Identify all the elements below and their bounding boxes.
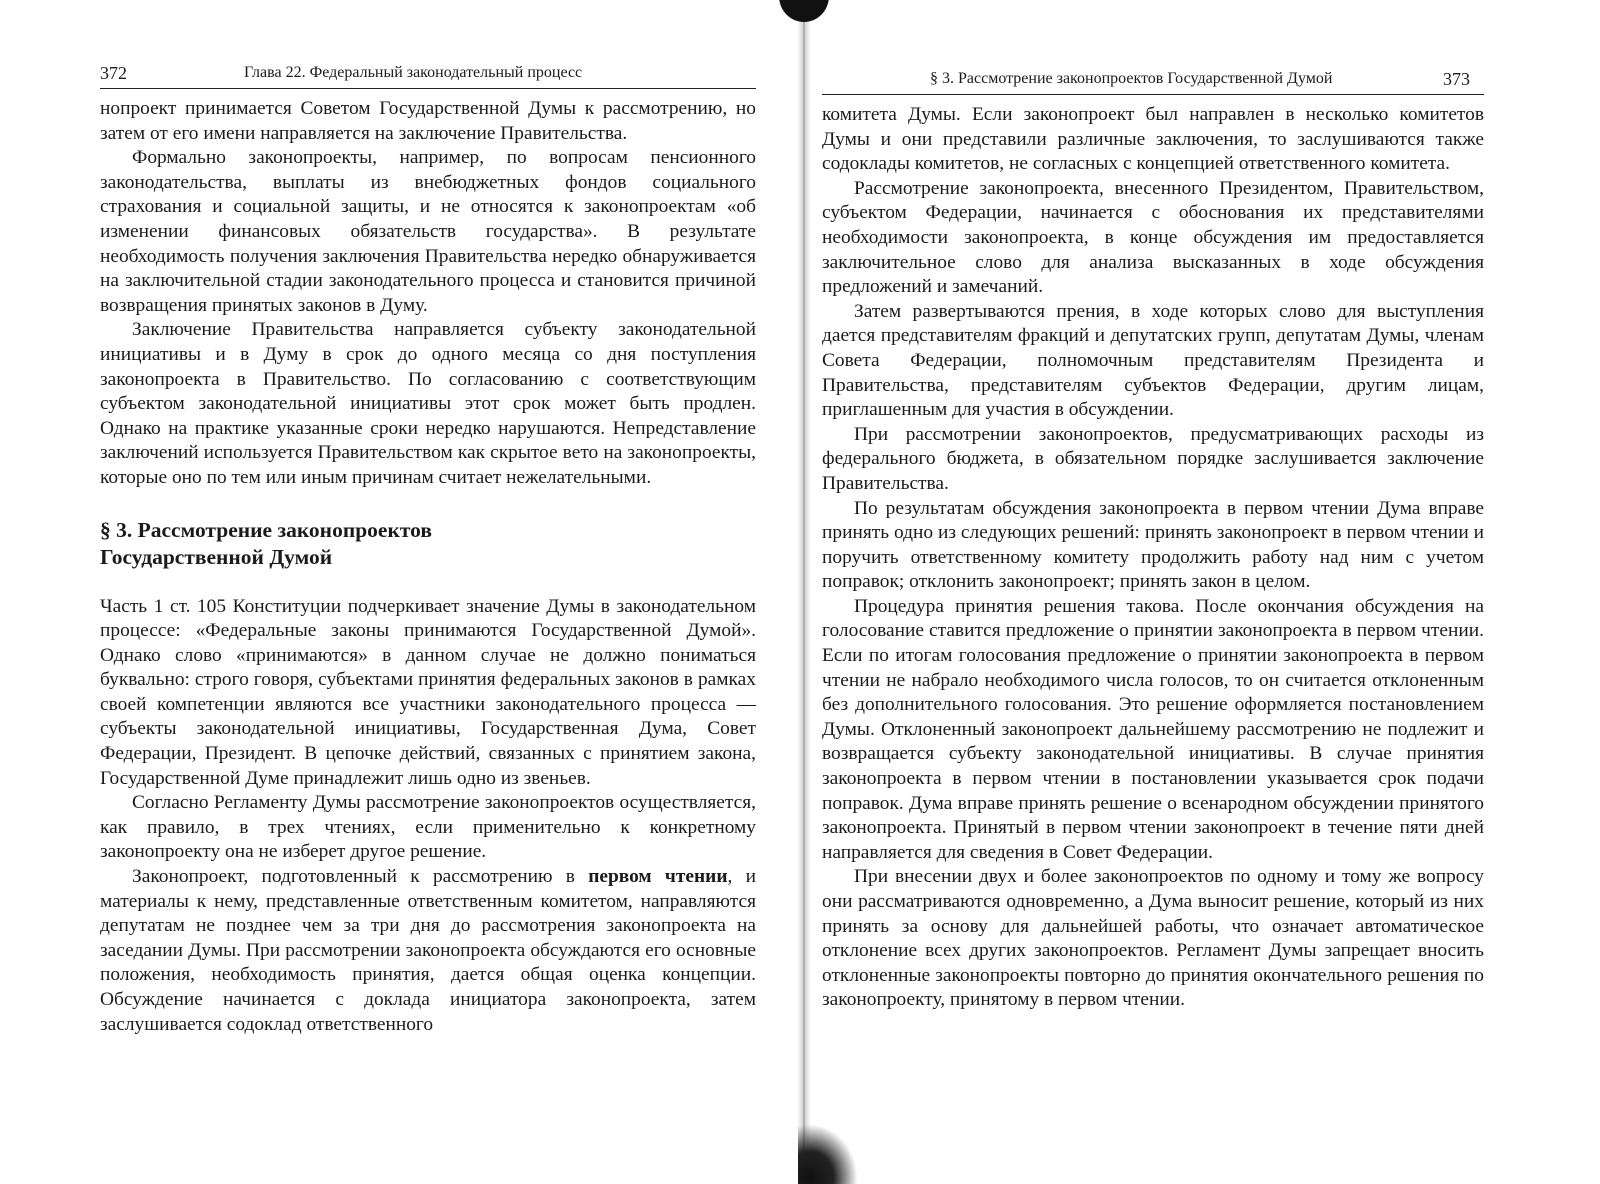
right-running-head — [822, 64, 1484, 95]
scan-shadow-bottom — [798, 1124, 858, 1184]
paragraph: нопроект принимается Советом Государственной Думы к рассмотрению, но затем от его имени направляется на заключение Правительства. — [100, 98, 756, 144]
paragraph: Затем развертываются прения, в ходе которых слово для выступления дается представителям фракций и депутатских групп, депутатам Думы, членам Совета Федерации, полномочным представителям Президента и Правительства, представителям субъектов Федерации, другим лицам, приглашенным для участия в обсуждении. — [822, 300, 1484, 421]
paragraph: Процедура принятия решения такова. После окончания обсуждения на голосование ставится предложение о принятии законопроекта в первом чтении. Если по итогам голосования предложение о принятии законопроекта в первом чтении не набрало необходимого числа голосов, то он считается отклоненным без дополнительного голосования. Это решение оформляется постановлением Думы. Отклоненный законопроект дальнейшему рассмотрению не подлежит и возвращается субъекту законодательной инициативы. В случае принятия законопроекта в первом чтении в постановлении указывается срок подачи поправок. Дума вправе принять решение о всенародном обсуждении принятого законопроекта. Принятый в первом чтении законопроект в течение пяти дней направляется для сведения в Совет Федерации. — [822, 595, 1484, 863]
right-page — [822, 64, 1484, 1013]
book-spine — [797, 0, 811, 1178]
paragraph-first-reading — [100, 865, 756, 1037]
left-running-title: Глава 22. Федеральный законодательный процесс — [244, 64, 583, 81]
paragraph: Заключение Правительства направляется субъекту законодательной инициативы и в Думу в срок до одного месяца со дня поступления законопроекта в Правительство. По согласованию с соответствующим субъектом законодательной инициативы этот срок может быть продлен. Однако на практике указанные сроки нередко нарушаются. Непредставление заключений используется Правительством как скрытое вето на законопроекты, которые оно по тем или иным причинам считает нежелательными. — [100, 319, 756, 488]
section-heading — [100, 517, 756, 571]
left-running-head — [100, 58, 756, 89]
paragraph: Часть 1 ст. 105 Конституции подчеркивает значение Думы в законодательном процессе: «Федеральные законы принимаются Государственной Думой». Однако слово «принимаются» в данном случае не должно пониматься буквально: строго говоря, субъектами принятия федеральных законов в рамках своей компетенции являются все участники законодательного процесса — субъекты законодательной инициативы, Государственная Дума, Совет Федерации, Президент. В цепочке действий, связанных с принятием закона, Государственной Думе принадлежит лишь одно из звеньев. — [100, 595, 756, 789]
right-page-number: 373 — [1443, 69, 1470, 89]
paragraph: При внесении двух и более законопроектов по одному и тому же вопросу они рассматриваются одновременно, а Дума выносит решение, который из них принять за основу для дальнейшей работы, что означает автоматическое отклонение всех других законопроектов. Регламент Думы запрещает вносить отклоненные законопроекты повторно до принятия окончательного решения по законопроекту, принятому в первом чтении. — [822, 866, 1484, 1011]
paragraph: При рассмотрении законопроектов, предусматривающих расходы из федерального бюджета, в обязательном порядке заслушивается заключение Правительства. — [822, 423, 1484, 494]
paragraph: По результатам обсуждения законопроекта в первом чтении Дума вправе принять одно из следующих решений: принять законопроект в первом чтении и поручить ответственному комитету продолжить работу над ним с учетом поправок; отклонить законопроект; принять закон в целом. — [822, 497, 1484, 593]
text-run: , и материалы к нему, представленные ответственным комитетом, направляются депутатам не позднее чем за три дня до рассмотрения законопроекта на заседании Думы. При рассмотрении законопроекта обсуждаются его основные положения, необходимость принятия, дается общая оценка концепции. Обсуждение начинается с доклада инициатора законопроекта, затем заслушивается содоклад ответственного — [100, 866, 757, 1035]
paragraph: Формально законопроекты, например, по вопросам пенсионного законодательства, выплаты из внебюджетных фондов социального страхования и социальной защиты, и не относятся к законопроектам «об изменении финансовых обязательств государства». В результате необходимость получения заключения Правительства нередко обнаруживается на заключительной стадии законодательного процесса и становится причиной возвращения принятых законов в Думу. — [100, 147, 756, 316]
text-run: Законопроект, подготовленный к рассмотрению в — [132, 866, 589, 888]
scan-shadow-top — [779, 0, 829, 22]
left-page — [100, 58, 756, 1037]
left-page-number: 372 — [100, 63, 127, 83]
paragraph: комитета Думы. Если законопроект был направлен в несколько комитетов Думы и они представили различные заключения, то заслушиваются также содоклады комитетов, не согласных с концепцией ответственного комитета. — [822, 104, 1484, 175]
section-heading-line: Государственной Думой — [100, 544, 333, 569]
bold-term: первом чтении — [588, 866, 728, 888]
paragraph: Рассмотрение законопроекта, внесенного Президентом, Правительством, субъектом Федерации, начинается с обоснования их представителями необходимости законопроекта, в конце обсуждения им предоставляется заключительное слово для анализа высказанных в ходе обсуждения предложений и замечаний. — [822, 177, 1484, 298]
right-running-title: § 3. Рассмотрение законопроектов Государственной Думой — [930, 70, 1333, 87]
section-heading-line: § 3. Рассмотрение законопроектов — [100, 517, 432, 542]
paragraph: Согласно Регламенту Думы рассмотрение законопроектов осуществляется, как правило, в трех чтениях, если применительно к конкретному законопроекту она не изберет другое решение. — [100, 792, 756, 863]
